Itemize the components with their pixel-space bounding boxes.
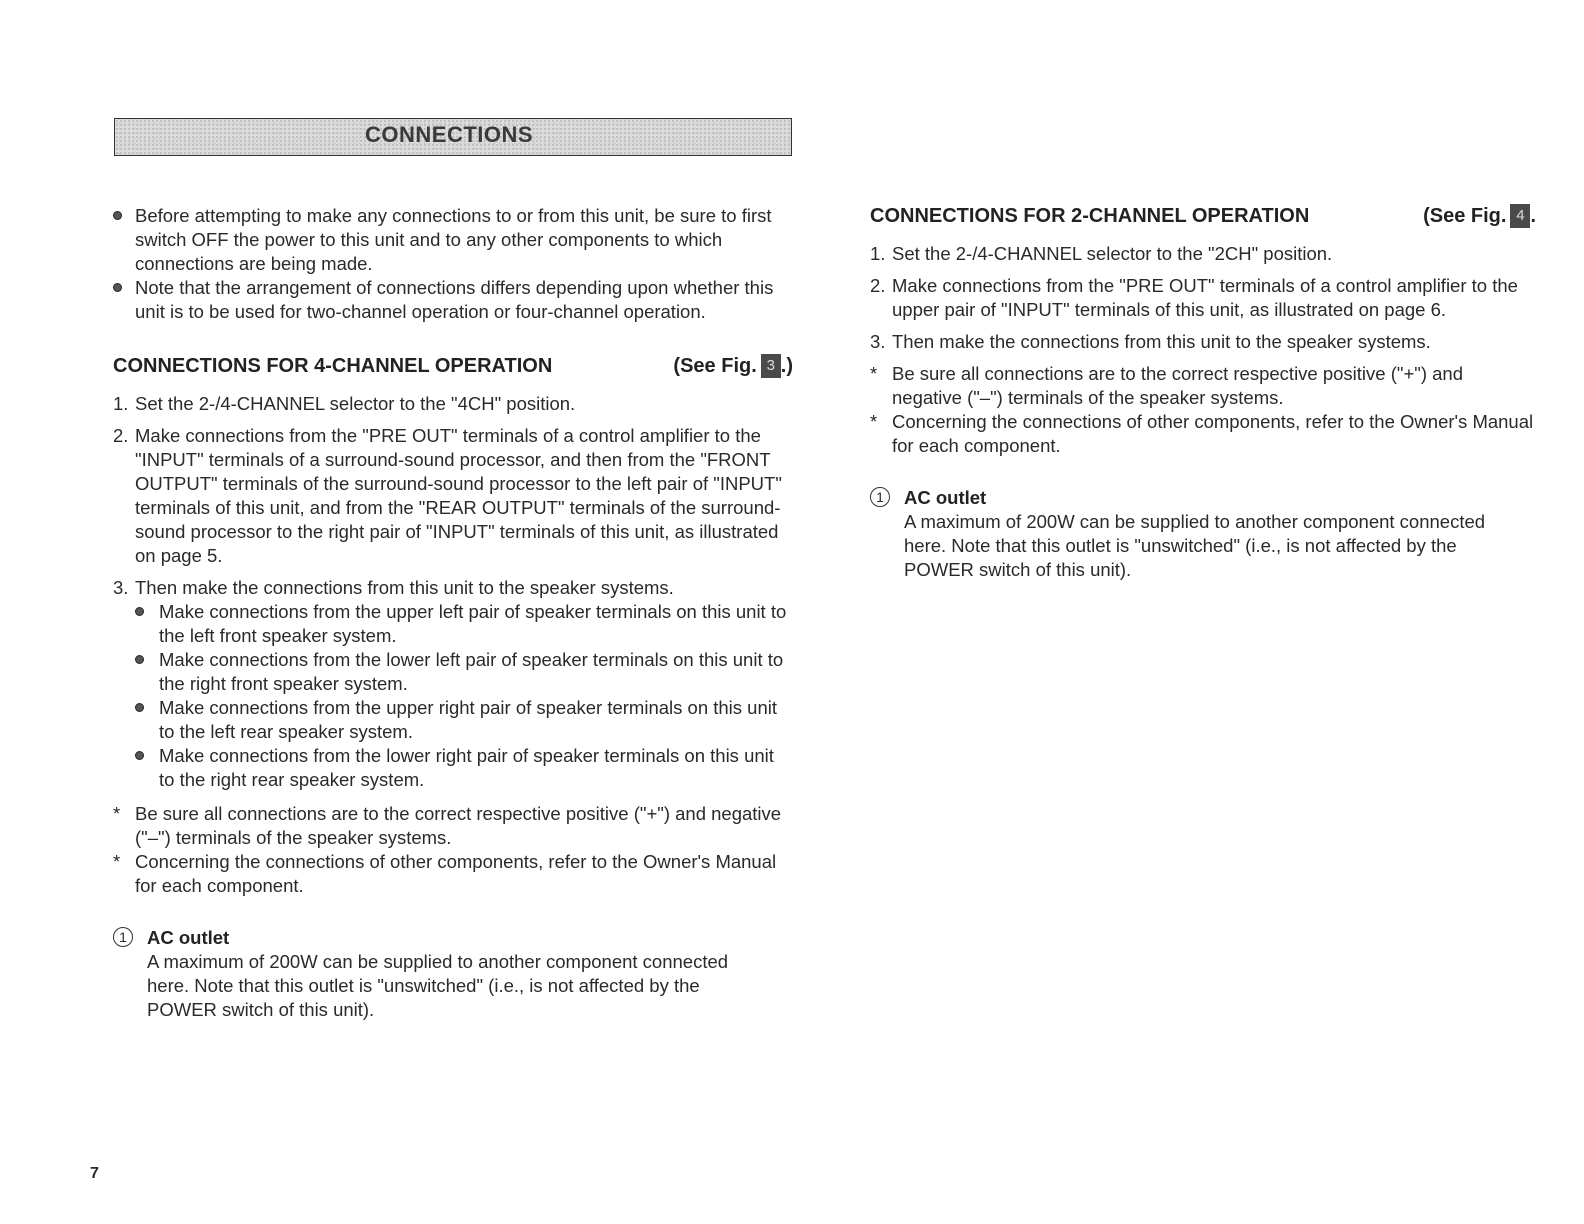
bullet-dot-icon xyxy=(113,283,122,292)
heading-2ch: CONNECTIONS FOR 2-CHANNEL OPERATION (See Fig. 4 . xyxy=(870,205,1536,227)
right-column xyxy=(870,204,1536,582)
heading-4ch: CONNECTIONS FOR 4-CHANNEL OPERATION (See Fig. 3 .) xyxy=(113,355,793,377)
section-banner xyxy=(114,118,792,156)
ac-outlet-note-2ch xyxy=(870,486,1536,582)
step-item: 3. Then make the connections from this unit to the speaker systems. Make connections from the upper left pair of speaker terminals on this unit to the left front speaker system. Make connections from the lower left pair of speaker terminals on this unit to the right front speaker system. Make connections from the upper right pair of speaker terminals on this unit to the left rear speaker system. Make connections from the lower right pair of speaker terminals on this unit to the right rear speaker system. xyxy=(113,576,793,792)
left-column xyxy=(113,204,793,1022)
figure-number-badge: 3 xyxy=(761,354,781,378)
see-fig-ref-4ch: (See Fig. 3 .) xyxy=(673,355,793,377)
circled-number-icon: 1 xyxy=(870,487,890,507)
ac-outlet-note-4ch xyxy=(113,926,793,1022)
figure-number-badge: 4 xyxy=(1510,204,1530,228)
ac-outlet-text: A maximum of 200W can be supplied to another component connected here. Note that this outlet is "unswitched" (i.e., is not affected by the POWER switch of this unit). xyxy=(147,951,729,1020)
sub-bullet: Make connections from the upper right pair of speaker terminals on this unit to the left rear speaker system. xyxy=(135,696,793,744)
see-fig-ref-2ch: (See Fig. 4 . xyxy=(1423,205,1536,227)
ac-outlet-title: AC outlet xyxy=(147,927,230,948)
step-item: 1. Set the 2-/4-CHANNEL selector to the "2CH" position. xyxy=(870,243,1333,264)
speaker-sub-bullets xyxy=(135,600,793,792)
note-item: * Concerning the connections of other components, refer to the Owner's Manual for each component. xyxy=(870,411,1534,456)
notes-4ch xyxy=(113,802,793,898)
bullet-dot-icon xyxy=(135,751,144,760)
steps-2ch xyxy=(870,242,1536,354)
sub-bullet: Make connections from the upper left pair of speaker terminals on this unit to the left front speaker system. xyxy=(135,600,793,648)
intro-bullet: Before attempting to make any connections to or from this unit, be sure to first switch OFF the power to this unit and to any other components to which connections are being made. xyxy=(113,204,793,276)
circled-number-icon: 1 xyxy=(113,927,133,947)
intro-bullet: Note that the arrangement of connections differs depending upon whether this unit is to be used for two-channel operation or four-channel operation. xyxy=(113,276,793,324)
step-item: 1. Set the 2-/4-CHANNEL selector to the "4CH" position. xyxy=(113,393,576,414)
asterisk-icon: * xyxy=(113,851,121,872)
page-number: 7 xyxy=(90,1165,99,1182)
banner-title: CONNECTIONS xyxy=(365,122,534,147)
note-item: * Concerning the connections of other components, refer to the Owner's Manual for each component. xyxy=(113,851,777,896)
notes-2ch xyxy=(870,362,1536,458)
step-item: 2. Make connections from the "PRE OUT" terminals of a control amplifier to the upper pair of "INPUT" terminals of this unit, as illustrated on page 6. xyxy=(870,275,1518,320)
ac-outlet-title: AC outlet xyxy=(904,487,987,508)
ac-outlet-text: A maximum of 200W can be supplied to another component connected here. Note that this outlet is "unswitched" (i.e., is not affected by the POWER switch of this unit). xyxy=(904,511,1486,580)
step-item: 3. Then make the connections from this unit to the speaker systems. xyxy=(870,331,1431,352)
bullet-dot-icon xyxy=(113,211,122,220)
asterisk-icon: * xyxy=(113,803,121,824)
step-item: 2. Make connections from the "PRE OUT" terminals of a control amplifier to the "INPUT" terminals of a surround-sound processor, and then from the "FRONT OUTPUT" terminals of the surround-sound processor to the left pair of "INPUT" terminals of this unit, and from the "REAR OUTPUT" terminals of the surround-sound processor to the right pair of "INPUT" terminals of this unit, as illustrated on page 5. xyxy=(113,425,782,566)
bullet-dot-icon xyxy=(135,703,144,712)
sub-bullet: Make connections from the lower left pair of speaker terminals on this unit to the right front speaker system. xyxy=(135,648,793,696)
bullet-dot-icon xyxy=(135,655,144,664)
bullet-dot-icon xyxy=(135,607,144,616)
note-item: * Be sure all connections are to the correct respective positive ("+") and negative ("–") terminals of the speaker systems. xyxy=(870,363,1463,408)
asterisk-icon: * xyxy=(870,363,878,384)
note-item: * Be sure all connections are to the correct respective positive ("+") and negative ("–") terminals of the speaker systems. xyxy=(113,803,782,848)
intro-bullets xyxy=(113,204,793,324)
steps-4ch xyxy=(113,392,793,792)
sub-bullet: Make connections from the lower right pair of speaker terminals on this unit to the right rear speaker system. xyxy=(135,744,793,792)
asterisk-icon: * xyxy=(870,411,878,432)
